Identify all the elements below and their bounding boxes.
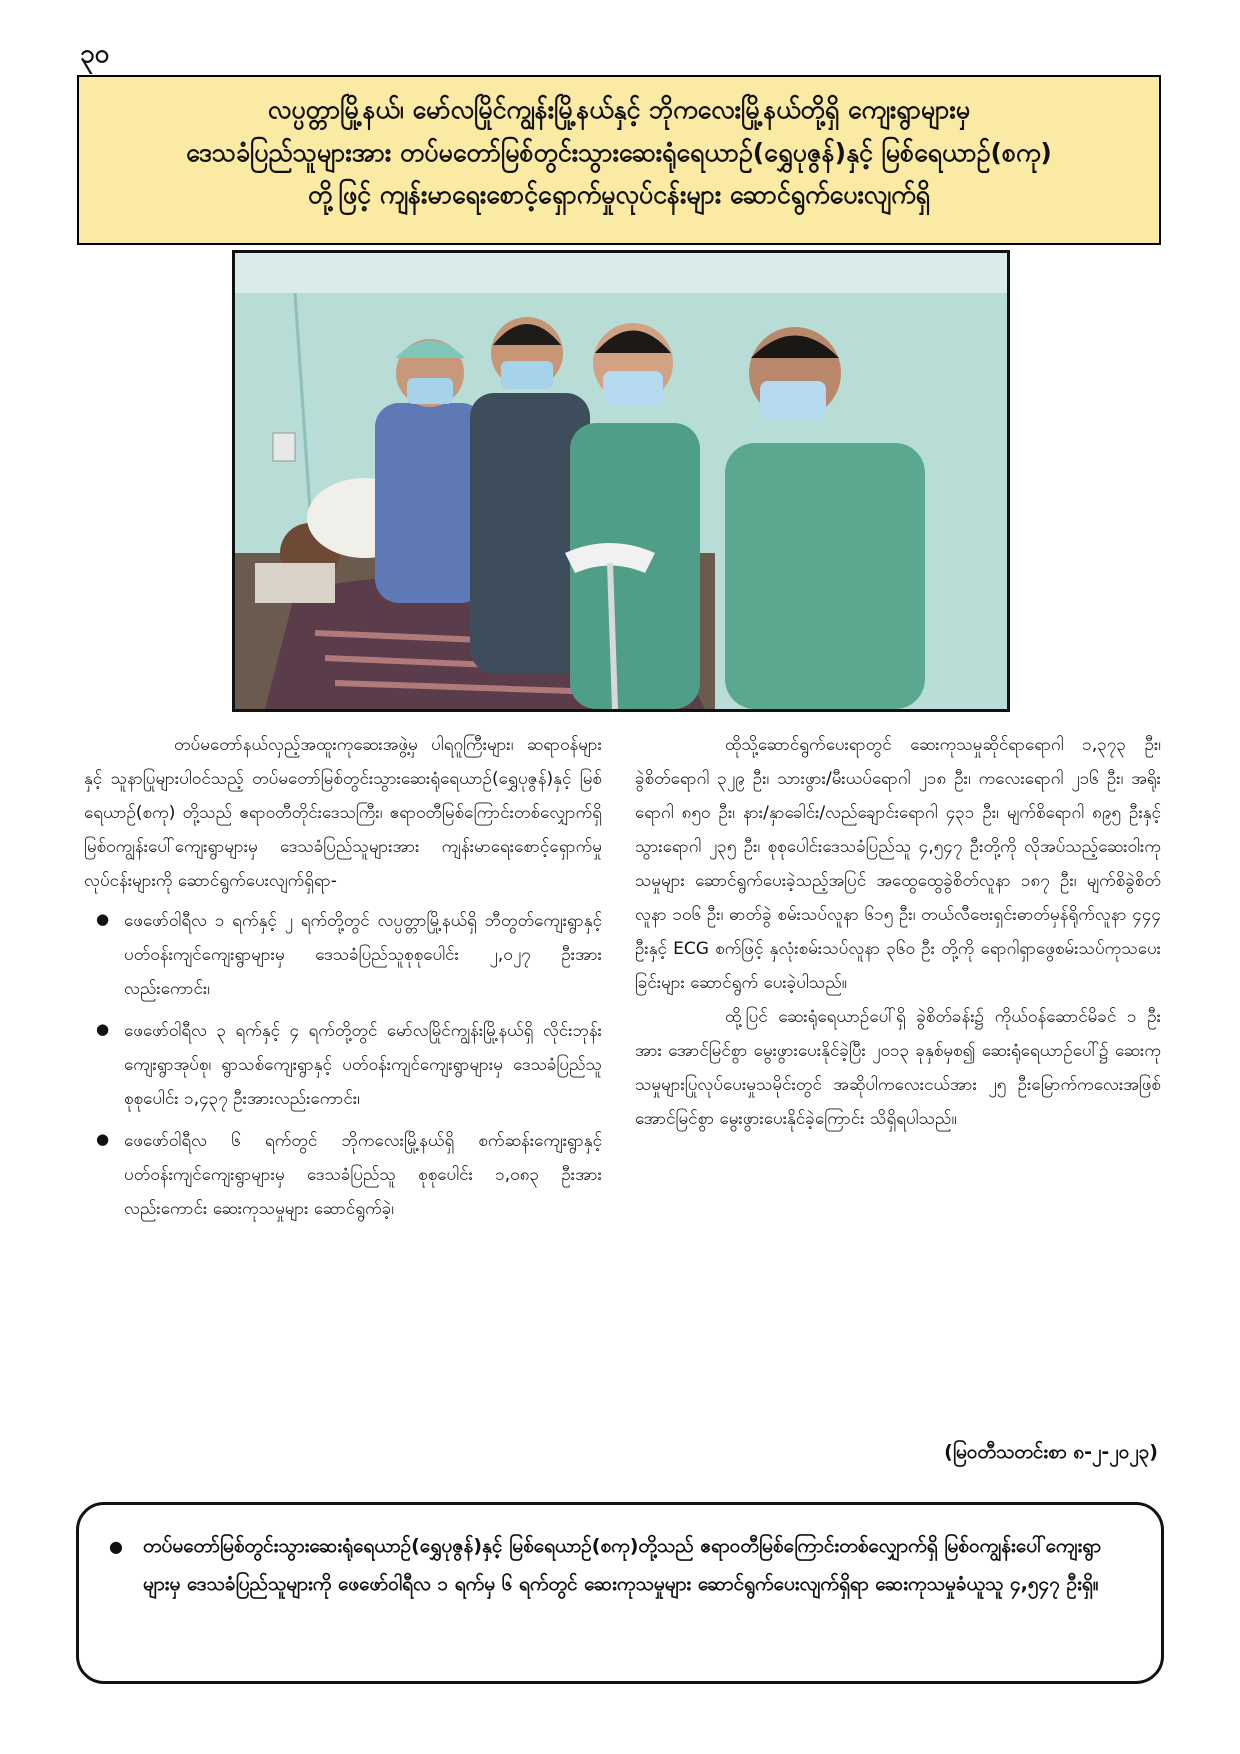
- article-right-column: [635, 728, 1161, 1136]
- article-paragraph: ထိုသို့ဆောင်ရွက်ပေးရာတွင် ဆေးကုသမှုဆိုင်ရာရောဂါ ၁,၃၇၃ ဦး၊ ခွဲစိတ်ရောဂါ ၃၂၉ ဦး၊ သားဖွား/မီးယပ်ရောဂါ ၂၁၈ ဦး၊ ကလေးရောဂါ ၂၁၆ ဦး၊ အရိုးရောဂါ ၈၅၀ ဦး၊ နား/နှာခေါင်း/လည်ချောင်းရောဂါ ၄၃၁ ဦး၊ မျက်စိရောဂါ ၈၉၅ ဦးနှင့် သွားရောဂါ ၂၃၅ ဦး၊ စုစုပေါင်းဒေသခံပြည်သူ ၄,၅၄၇ ဦးတို့ကို လိုအပ်သည့်ဆေးဝါးကုသမှုများ ဆောင်ရွက်ပေးခဲ့သည့်အပြင် အထွေထွေခွဲစိတ်လူနာ ၁၈၇ ဦး၊ မျက်စိခွဲစိတ်လူနာ ၁၀၆ ဦး၊ ဓာတ်ခွဲ စမ်းသပ်လူနာ ၆၁၅ ဦး၊ တယ်လီဗေးရှင်းဓာတ်မှန်ရိုက်လူနာ ၄၄၄ ဦးနှင့် ECG စက်ဖြင့် နှလုံးစမ်းသပ်လူနာ ၃၆၀ ဦး တို့ကို ရောဂါရှာဖွေစမ်းသပ်ကုသပေးခြင်းများ ဆောင်ရွက် ပေးခဲ့ပါသည်။: [635, 735, 1161, 993]
- page-number: ၃၀: [80, 39, 110, 69]
- article-intro: တပ်မတော်နယ်လှည့်အထူးကုဆေးအဖွဲ့မှ ပါရဂူကြီးများ၊ ဆရာဝန်များနှင့် သူနာပြုများပါဝင်သည့် တပ်မတော်မြစ်တွင်းသွားဆေးရုံရေယာဉ်(ရွှေပုဇွန်)နှင့် မြစ်ရေယာဉ်(စကု) တို့သည် ဧရာဝတီတိုင်းဒေသကြီး၊ ဧရာဝတီမြစ်ကြောင်းတစ်လျှောက်ရှိ မြစ်ဝကျွန်းပေါ်ကျေးရွာများမှ ဒေသခံပြည်သူများအား ကျန်းမာရေးစောင့်ရှောက်မှုလုပ်ငန်းများကို ဆောင်ရွက်ပေးလျက်ရှိရာ-: [84, 735, 602, 891]
- headline-line-2: ဒေသခံပြည်သူများအား တပ်မတော်မြစ်တွင်းသွားဆေးရုံရေယာဉ်(ရွှေပုဇွန်)နှင့် မြစ်ရေယာဉ်(စကု): [186, 137, 1052, 167]
- news-photo: [232, 250, 1010, 712]
- staff-3-mask: [603, 371, 663, 405]
- medical-staff-with-newborn-illustration: [235, 253, 1007, 709]
- bullet-item: ● ဖေဖော်ဝါရီလ ၃ ရက်နှင့် ၄ ရက်တို့တွင် မော်လမြိုင်ကျွန်းမြို့နယ်ရှိ လိုင်းဘုန်းကျေးရွာအုပ်စု၊ ရွာသစ်ကျေးရွာနှင့် ပတ်ဝန်းကျင်ကျေးရွာများမှ ဒေသခံပြည်သူ စုစုပေါင်း ၁,၄၃၇ ဦးအားလည်းကောင်း၊: [84, 1014, 602, 1116]
- ceiling: [235, 253, 1007, 293]
- article-left-column: [84, 728, 602, 1234]
- bullet-item: ● ဖေဖော်ဝါရီလ ၆ ရက်တွင် ဘိုကလေးမြို့နယ်ရှိ စက်ဆန်းကျေးရွာနှင့် ပတ်ဝန်းကျင်ကျေးရွာများမှ ဒေသခံပြည်သူ စုစုပေါင်း ၁,၀၈၃ ဦးအားလည်းကောင်း ဆေးကုသမှုများ ဆောင်ရွက်ခဲ့၊: [84, 1124, 602, 1226]
- source-citation: (မြဝတီသတင်းစာ ၈-၂-၂၀၂၃): [944, 1441, 1158, 1463]
- bullet-list: [84, 904, 602, 1226]
- headline-box: [77, 75, 1161, 245]
- summary-box: [76, 1502, 1164, 1684]
- article-paragraph: ထို့ပြင် ဆေးရုံရေယာဉ်ပေါ်ရှိ ခွဲစိတ်ခန်း၌ ကိုယ်ဝန်ဆောင်မိခင် ၁ ဦးအား အောင်မြင်စွာ မွေးဖွားပေးနိုင်ခဲ့ပြီး ၂၀၁၃ ခုနှစ်မှစ၍ ဆေးရုံရေယာဉ်ပေါ်၌ ဆေးကုသမှုများပြုလုပ်ပေးမှုသမိုင်းတွင် အဆိုပါကလေးငယ်အား ၂၅ ဦးမြောက်ကလေးအဖြစ် အောင်မြင်စွာ မွေးဖွားပေးနိုင်ခဲ့ကြောင်း သိရှိရပါသည်။: [635, 1007, 1161, 1129]
- pillow: [255, 563, 335, 603]
- staff-2-mask: [501, 361, 553, 389]
- bullet-item: ● ဖေဖော်ဝါရီလ ၁ ရက်နှင့် ၂ ရက်တို့တွင် လပ္ပတ္တာမြို့နယ်ရှိ ဘီတွတ်ကျေးရွာနှင့် ပတ်ဝန်းကျင်ကျေးရွာများမှ ဒေသခံပြည်သူစုစုပေါင်း ၂,၀၂၇ ဦးအားလည်းကောင်း၊: [84, 904, 602, 1006]
- staff-4-mask: [760, 381, 826, 419]
- summary-text: တပ်မတော်မြစ်တွင်းသွားဆေးရုံရေယာဉ်(ရွှေပုဇွန်)နှင့် မြစ်ရေယာဉ်(စကု)တို့သည် ဧရာဝတီမြစ်ကြောင်းတစ်လျှောက်ရှိ မြစ်ဝကျွန်းပေါ်ကျေးရွာများမှ ဒေသခံပြည်သူများကို ဖေဖော်ဝါရီလ ၁ ရက်မှ ၆ ရက်တွင် ဆေးကုသမှုများ ဆောင်ရွက်ပေးလျက်ရှိရာ ဆေးကုသမှုခံယူသူ ၄,၅၄၇ ဦးရှိ။: [143, 1535, 1102, 1595]
- wall-switch: [273, 433, 295, 461]
- staff-1-mask: [407, 378, 453, 404]
- staff-1-body: [375, 403, 485, 603]
- headline-line-1: လပ္ပတ္တာမြို့နယ်၊ မော်လမြိုင်ကျွန်းမြို့နယ်နှင့် ဘိုကလေးမြို့နယ်တို့ရှိ ကျေးရွာများမှ: [267, 95, 971, 124]
- staff-4-body: [725, 443, 925, 709]
- bullet-icon: ●: [109, 1537, 123, 1556]
- headline-line-3: တို့ဖြင့် ကျန်းမာရေးစောင့်ရှောက်မှုလုပ်ငန်းများ ဆောင်ရွက်ပေးလျက်ရှိ: [307, 180, 931, 209]
